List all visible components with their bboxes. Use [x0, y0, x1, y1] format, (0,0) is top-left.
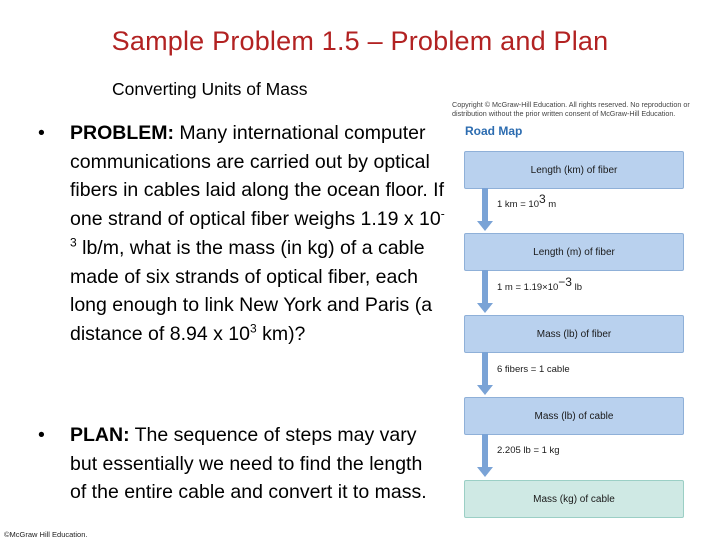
road-map-box: Length (km) of fiber — [464, 151, 684, 189]
plan-body: The sequence of steps may vary but essentially we need to find the length of the entire cable and convert it to mass. — [70, 424, 427, 504]
bullet-dot: • — [38, 424, 45, 446]
plan-bullet — [38, 421, 438, 537]
slide-title: Sample Problem 1.5 – Problem and Plan — [111, 26, 609, 56]
problem-exp-a: -3 — [70, 206, 445, 250]
road-map-title: Road Map — [465, 124, 523, 138]
problem-text-a: Many international computer communications are carried out by optical fibers in cables laid along the ocean floor. If one strand of optical fiber weighs 1.19 x 10 — [70, 122, 444, 231]
slide-subtitle: Converting Units of Mass — [112, 79, 308, 99]
road-map-box: Mass (lb) of fiber — [464, 315, 684, 353]
road-map-box: Length (m) of fiber — [464, 233, 684, 271]
problem-bullet — [38, 119, 445, 409]
bullet-dot: • — [38, 122, 45, 144]
problem-exp-b: 3 — [249, 321, 257, 336]
down-arrow-icon — [480, 188, 490, 232]
road-map-final-box: Mass (kg) of cable — [464, 480, 684, 518]
road-map-step: 6 fibers = 1 cable — [497, 364, 570, 375]
plan-text — [70, 421, 430, 507]
problem-text-b: lb/m, what is the mass (in kg) of a cable made of six strands of optical fiber, each long enough to link New York and Paris (a distance of 8.94 x 10 — [70, 236, 433, 345]
road-map-step: 1 m = 1.19×10−3 lb — [497, 275, 583, 294]
road-map-step: 2.205 lb = 1 kg — [497, 445, 560, 456]
problem-text-c: km)? — [256, 322, 306, 345]
down-arrow-icon — [480, 434, 490, 478]
down-arrow-icon — [480, 270, 490, 314]
road-map-step: 1 km = 103 m — [497, 192, 557, 211]
road-map-box: Mass (lb) of cable — [464, 397, 684, 435]
down-arrow-icon — [480, 352, 490, 396]
problem-label: PROBLEM: — [70, 122, 174, 144]
figure-copyright: Copyright © McGraw-Hill Education. All rights reserved. No reproduction or distribution without the prior written consent of McGraw-Hill Education. — [452, 100, 690, 118]
footer-copyright: ©McGraw Hill Education. — [4, 530, 88, 539]
problem-text — [70, 119, 445, 349]
plan-label: PLAN: — [70, 424, 130, 446]
